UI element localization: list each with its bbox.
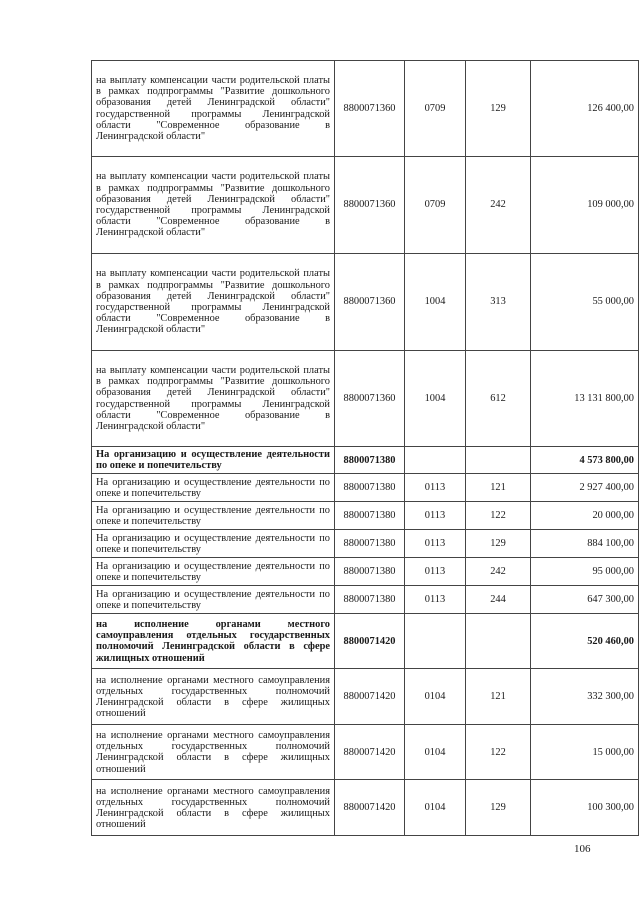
row-section-cell: 0104 xyxy=(405,725,466,780)
row-sum-cell: 126 400,00 xyxy=(531,61,639,157)
row-vid-cell: 129 xyxy=(466,530,531,558)
row-name-cell: На организацию и осуществление деятельности по опеке и попечительству xyxy=(92,558,335,586)
table-row xyxy=(92,254,639,351)
row-name-cell: На организацию и осуществление деятельности по опеке и попечительству xyxy=(92,474,335,502)
row-section-cell xyxy=(405,614,466,669)
row-code-cell: 8800071380 xyxy=(335,586,405,614)
table-row xyxy=(92,558,639,586)
row-code-cell: 8800071380 xyxy=(335,558,405,586)
row-vid-cell xyxy=(466,614,531,669)
row-name-cell: На организацию и осуществление деятельности по опеке и попечительству xyxy=(92,502,335,530)
row-section-cell: 0113 xyxy=(405,502,466,530)
row-vid-cell: 244 xyxy=(466,586,531,614)
budget-table-body xyxy=(92,61,639,836)
row-vid-cell: 612 xyxy=(466,351,531,447)
table-row xyxy=(92,502,639,530)
row-name-cell: на выплату компенсации части родительской платы в рамках подпрограммы "Развитие дошкольного образования детей Ленинградской области" государственной программы Ленинградской области "Современное образование в Ленинградской области" xyxy=(92,351,335,447)
row-name-cell: на выплату компенсации части родительской платы в рамках подпрограммы "Развитие дошкольного образования детей Ленинградской области" государственной программы Ленинградской области "Современное образование в Ленинградской области" xyxy=(92,254,335,351)
table-row-total xyxy=(92,614,639,669)
row-code-cell: 8800071360 xyxy=(335,61,405,157)
row-sum-cell: 884 100,00 xyxy=(531,530,639,558)
table-row xyxy=(92,669,639,725)
row-vid-cell: 122 xyxy=(466,502,531,530)
row-name-cell: На организацию и осуществление деятельности по опеке и попечительству xyxy=(92,530,335,558)
row-section-cell: 1004 xyxy=(405,254,466,351)
row-section-cell: 1004 xyxy=(405,351,466,447)
row-sum-cell: 95 000,00 xyxy=(531,558,639,586)
budget-table xyxy=(91,60,639,836)
row-sum-cell: 520 460,00 xyxy=(531,614,639,669)
table-row xyxy=(92,780,639,836)
row-sum-cell: 109 000,00 xyxy=(531,157,639,254)
row-sum-cell: 332 300,00 xyxy=(531,669,639,725)
row-sum-cell: 647 300,00 xyxy=(531,586,639,614)
row-section-cell: 0709 xyxy=(405,157,466,254)
row-code-cell: 8800071420 xyxy=(335,614,405,669)
row-sum-cell: 13 131 800,00 xyxy=(531,351,639,447)
row-name-cell: на выплату компенсации части родительской платы в рамках подпрограммы "Развитие дошкольного образования детей Ленинградской области" государственной программы Ленинградской области "Современное образование в Ленинградской области" xyxy=(92,61,335,157)
table-row xyxy=(92,351,639,447)
row-name-cell: на исполнение органами местного самоуправления отдельных государственных полномочий Ленинградской области в сфере жилищных отношений xyxy=(92,780,335,836)
row-vid-cell: 129 xyxy=(466,61,531,157)
row-sum-cell: 100 300,00 xyxy=(531,780,639,836)
table-row xyxy=(92,474,639,502)
row-section-cell: 0113 xyxy=(405,558,466,586)
table-row xyxy=(92,530,639,558)
row-code-cell: 8800071360 xyxy=(335,351,405,447)
row-code-cell: 8800071380 xyxy=(335,447,405,474)
row-name-cell: на выплату компенсации части родительской платы в рамках подпрограммы "Развитие дошкольного образования детей Ленинградской области" государственной программы Ленинградской области "Современное образование в Ленинградской области" xyxy=(92,157,335,254)
table-row xyxy=(92,586,639,614)
table-row-total xyxy=(92,447,639,474)
row-sum-cell: 55 000,00 xyxy=(531,254,639,351)
row-sum-cell: 15 000,00 xyxy=(531,725,639,780)
row-code-cell: 8800071380 xyxy=(335,474,405,502)
row-vid-cell: 121 xyxy=(466,474,531,502)
row-section-cell xyxy=(405,447,466,474)
row-name-cell: На организацию и осуществление деятельности по опеке и попечительству xyxy=(92,447,335,474)
row-section-cell: 0113 xyxy=(405,474,466,502)
row-vid-cell: 121 xyxy=(466,669,531,725)
row-section-cell: 0104 xyxy=(405,780,466,836)
row-vid-cell: 122 xyxy=(466,725,531,780)
row-section-cell: 0709 xyxy=(405,61,466,157)
row-code-cell: 8800071420 xyxy=(335,669,405,725)
table-row xyxy=(92,157,639,254)
row-code-cell: 8800071380 xyxy=(335,530,405,558)
page-number: 106 xyxy=(574,843,591,855)
row-vid-cell: 313 xyxy=(466,254,531,351)
table-row xyxy=(92,725,639,780)
row-code-cell: 8800071360 xyxy=(335,254,405,351)
row-section-cell: 0113 xyxy=(405,530,466,558)
row-name-cell: на исполнение органами местного самоуправления отдельных государственных полномочий Ленинградской области в сфере жилищных отношений xyxy=(92,669,335,725)
row-code-cell: 8800071380 xyxy=(335,502,405,530)
row-code-cell: 8800071360 xyxy=(335,157,405,254)
row-sum-cell: 20 000,00 xyxy=(531,502,639,530)
row-name-cell: на исполнение органами местного самоуправления отдельных государственных полномочий Ленинградской области в сфере жилищных отношений xyxy=(92,725,335,780)
row-vid-cell xyxy=(466,447,531,474)
row-name-cell: на исполнение органами местного самоуправления отдельных государственных полномочий Ленинградской области в сфере жилищных отношений xyxy=(92,614,335,669)
table-row xyxy=(92,61,639,157)
row-sum-cell: 2 927 400,00 xyxy=(531,474,639,502)
row-vid-cell: 129 xyxy=(466,780,531,836)
row-vid-cell: 242 xyxy=(466,558,531,586)
row-section-cell: 0113 xyxy=(405,586,466,614)
row-sum-cell: 4 573 800,00 xyxy=(531,447,639,474)
row-code-cell: 8800071420 xyxy=(335,725,405,780)
row-vid-cell: 242 xyxy=(466,157,531,254)
row-name-cell: На организацию и осуществление деятельности по опеке и попечительству xyxy=(92,586,335,614)
row-code-cell: 8800071420 xyxy=(335,780,405,836)
row-section-cell: 0104 xyxy=(405,669,466,725)
